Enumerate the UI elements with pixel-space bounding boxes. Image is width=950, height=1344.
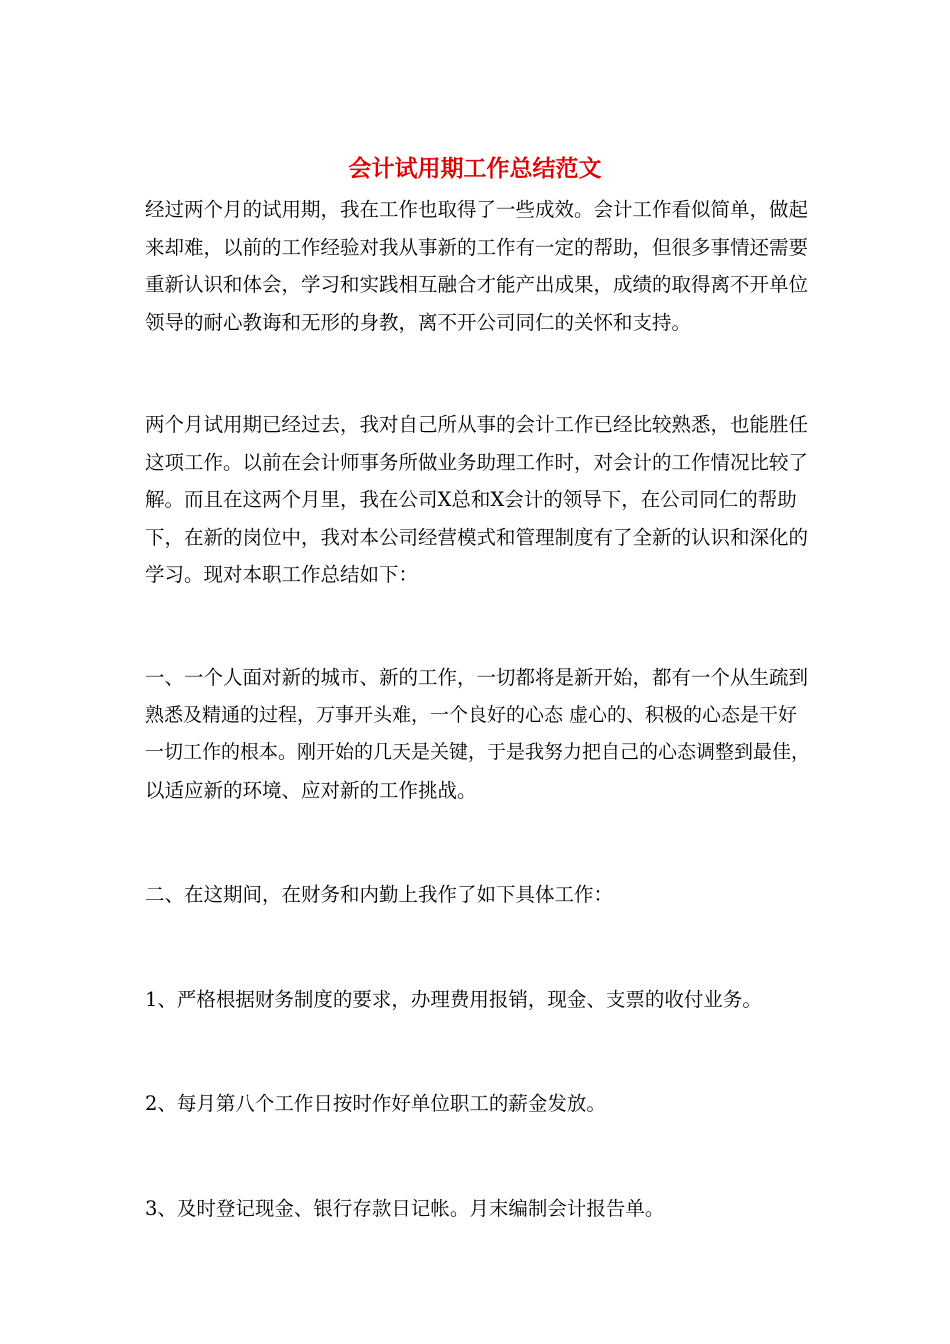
list-item-1 bbox=[145, 981, 810, 1019]
paragraph-line: 下，在新的岗位中，我对本公司经营模式和管理制度有了全新的认识和深化的 bbox=[145, 525, 809, 549]
paragraph-line: 来却难，以前的工作经验对我从事新的工作有一定的帮助，但很多事情还需要 bbox=[145, 235, 809, 259]
paragraph-line: 以适应新的环境、应对新的工作挑战。 bbox=[145, 778, 477, 802]
paragraph-intro bbox=[145, 191, 810, 341]
paragraph-line: 这项工作。以前在会计师事务所做业务助理工作时，对会计的工作情况比较了 bbox=[145, 450, 809, 474]
paragraph-line: 一切工作的根本。刚开始的几天是关键，于是我努力把自己的心态调整到最佳， bbox=[145, 741, 811, 763]
paragraph-line: 领导的耐心教诲和无形的身教，离不开公司同仁的关怀和支持。 bbox=[145, 310, 692, 334]
paragraph-section-two bbox=[145, 876, 810, 914]
paragraph-line: 一、一个人面对新的城市、新的工作，一切都将是新开始，都有一个从生疏到 bbox=[145, 666, 809, 689]
paragraph-line: 经过两个月的试用期，我在工作也取得了一些成效。会计工作看似简单，做起 bbox=[145, 198, 809, 221]
paragraph-line: 学习。现对本职工作总结如下： bbox=[145, 563, 419, 586]
paragraph-line: 解。而且在这两个月里，我在公司X总和X会计的领导下，在公司同仁的帮助 bbox=[145, 488, 797, 511]
paragraph-section-one bbox=[145, 659, 810, 809]
list-item-3 bbox=[145, 1190, 810, 1228]
paragraph-line: 1、严格根据财务制度的要求，办理费用报销，现金、支票的收付业务。 bbox=[145, 988, 762, 1011]
paragraph-line: 3、及时登记现金、银行存款日记帐。月末编制会计报告单。 bbox=[145, 1197, 665, 1220]
paragraph-line: 二、在这期间，在财务和内勤上我作了如下具体工作： bbox=[145, 883, 614, 906]
list-item-2 bbox=[145, 1085, 810, 1123]
paragraph-line: 重新认识和体会，学习和实践相互融合才能产出成果，成绩的取得离不开单位 bbox=[145, 273, 809, 296]
paragraph-overview bbox=[145, 406, 810, 594]
paragraph-line: 两个月试用期已经过去，我对自己所从事的会计工作已经比较熟悉，也能胜任 bbox=[145, 413, 809, 436]
document-title: 会计试用期工作总结范文 bbox=[348, 155, 602, 182]
paragraph-line: 熟悉及精通的过程，万事开头难，一个良好的心态 虚心的、积极的心态是干好 bbox=[145, 703, 798, 726]
paragraph-line: 2、每月第八个工作日按时作好单位职工的薪金发放。 bbox=[145, 1092, 606, 1115]
